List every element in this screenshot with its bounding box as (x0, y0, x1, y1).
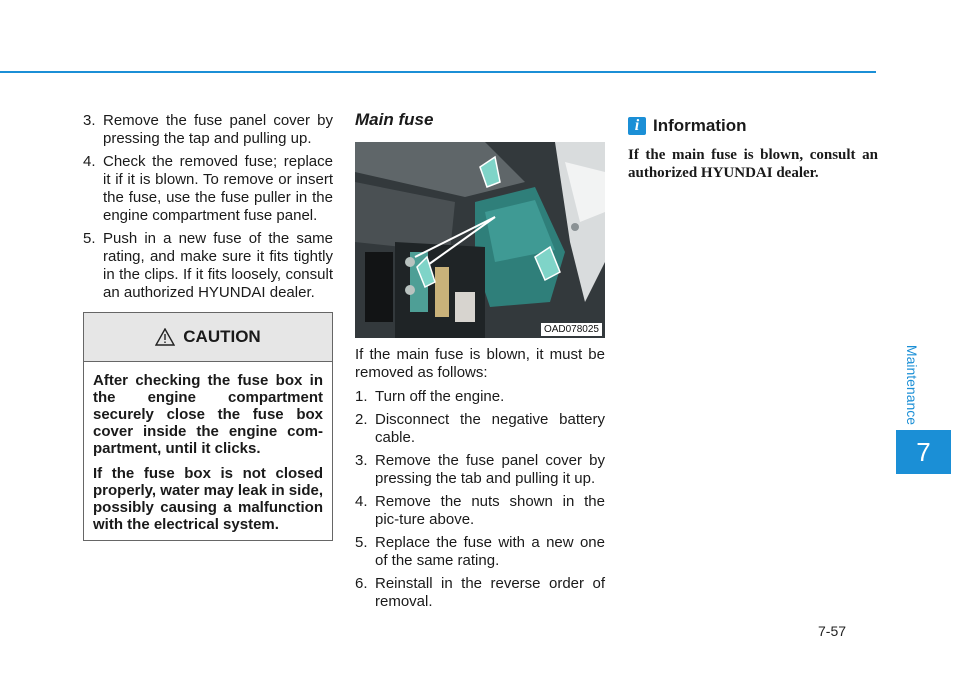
list-item: 5. Replace the fuse with a new one of the same rating. (355, 534, 605, 569)
list-item: 4. Check the removed fuse; replace it if it is blown. To remove or insert the fuse, use the fuse puller in the engine compartment fuse panel. (83, 153, 333, 224)
section-side-label (896, 340, 928, 430)
information-text: If the main fuse is blown, consult an authorized HYUNDAI dealer. (628, 147, 878, 181)
engine-compartment-illustration (355, 142, 605, 338)
header-rule (0, 71, 876, 73)
caution-title: CAUTION (183, 327, 261, 346)
figure-caption: OAD078025 (541, 323, 602, 336)
information-title: Information (653, 116, 747, 135)
middle-column (355, 110, 605, 616)
engine-fuse-photo (355, 142, 605, 338)
left-column (83, 112, 333, 541)
right-column (628, 116, 878, 182)
caution-body (84, 362, 332, 540)
list-item: 6. Reinstall in the reverse order of removal. (355, 575, 605, 610)
section-label-text: Maintenance (904, 344, 920, 426)
list-item: 3. Remove the fuse panel cover by pressing the tap and pulling up. (83, 112, 333, 147)
list-item: 5. Push in a new fuse of the same rating, and make sure it fits tightly in the clips. If it fits loosely, consult an authorized HYUNDAI dealer. (83, 230, 333, 301)
left-steps-list (83, 112, 333, 302)
main-fuse-steps-list (355, 388, 605, 611)
info-icon: i (628, 117, 646, 135)
caution-header (84, 313, 332, 362)
list-item: 3. Remove the fuse panel cover by pressing the tab and pulling it up. (355, 452, 605, 487)
list-item: 2. Disconnect the negative battery cable. (355, 411, 605, 446)
list-item: 1. Turn off the engine. (355, 388, 505, 405)
main-fuse-intro: If the main fuse is blown, it must be removed as follows: (355, 346, 605, 381)
page-number: 7-57 (818, 623, 847, 639)
list-item: 4. Remove the nuts shown in the pic-ture above. (355, 493, 605, 528)
main-fuse-title: Main fuse (355, 110, 434, 129)
information-header (628, 116, 878, 136)
caution-paragraph: If the fuse box is not closed properly, water may leak in side, possibly causing a malfunction with the electrical system. (93, 465, 323, 533)
caution-box (83, 312, 333, 541)
chapter-tab: 7 (896, 430, 951, 474)
caution-paragraph: After checking the fuse box in the engine compartment securely close the fuse box cover inside the engine com-partment, until it clicks. (93, 372, 323, 457)
warning-triangle-icon (155, 328, 175, 346)
